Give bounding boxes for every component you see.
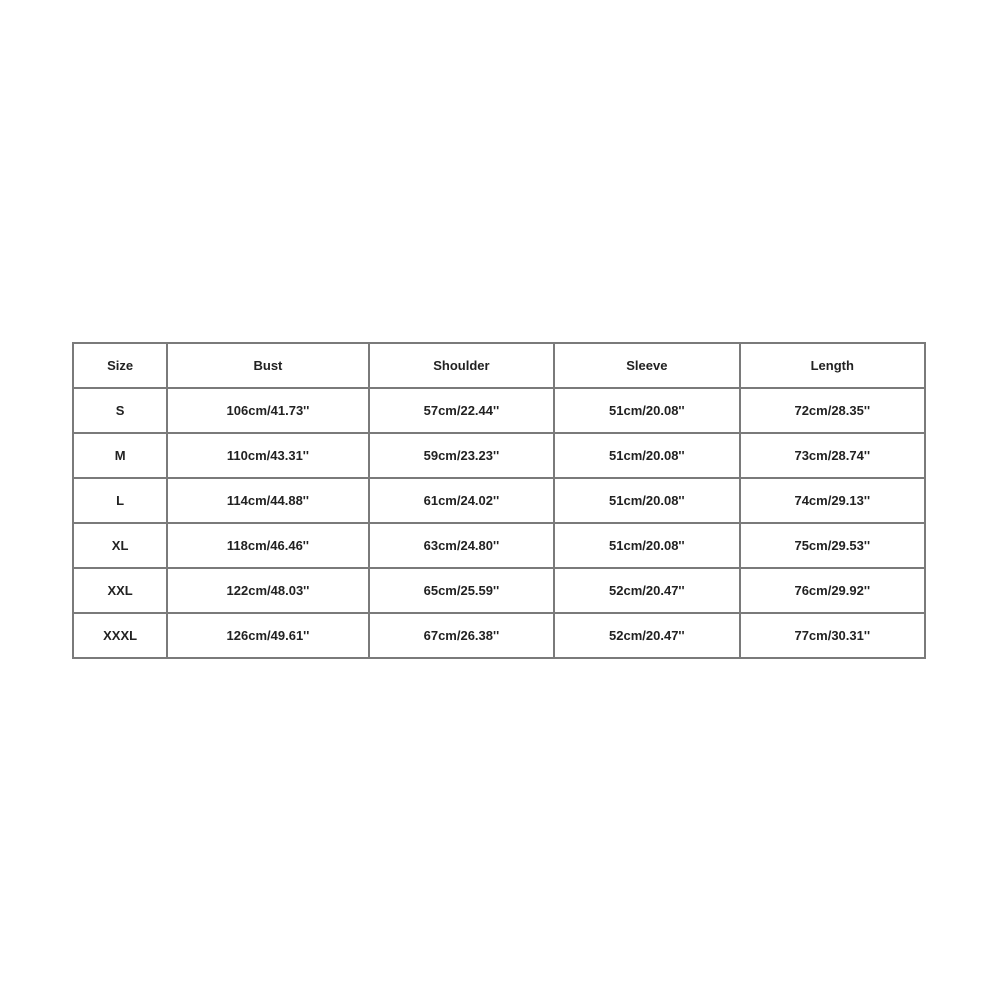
cell-length: 77cm/30.31'' [740,613,925,658]
table-row [73,433,925,478]
cell-bust: 118cm/46.46'' [167,523,368,568]
cell-bust: 106cm/41.73'' [167,388,368,433]
cell-shoulder: 65cm/25.59'' [369,568,554,613]
cell-size: M [73,433,167,478]
cell-sleeve: 51cm/20.08'' [554,523,739,568]
cell-length: 74cm/29.13'' [740,478,925,523]
cell-length: 72cm/28.35'' [740,388,925,433]
table-row [73,388,925,433]
cell-shoulder: 67cm/26.38'' [369,613,554,658]
cell-sleeve: 51cm/20.08'' [554,433,739,478]
cell-length: 75cm/29.53'' [740,523,925,568]
table-row [73,523,925,568]
table-row [73,613,925,658]
cell-bust: 114cm/44.88'' [167,478,368,523]
cell-size: XXXL [73,613,167,658]
cell-sleeve: 52cm/20.47'' [554,613,739,658]
header-size: Size [73,343,167,388]
header-length: Length [740,343,925,388]
cell-size: XXL [73,568,167,613]
header-shoulder: Shoulder [369,343,554,388]
cell-sleeve: 52cm/20.47'' [554,568,739,613]
header-sleeve: Sleeve [554,343,739,388]
cell-shoulder: 59cm/23.23'' [369,433,554,478]
cell-bust: 110cm/43.31'' [167,433,368,478]
table-row [73,478,925,523]
cell-length: 76cm/29.92'' [740,568,925,613]
header-bust: Bust [167,343,368,388]
cell-bust: 122cm/48.03'' [167,568,368,613]
cell-shoulder: 61cm/24.02'' [369,478,554,523]
cell-size: L [73,478,167,523]
table-row [73,568,925,613]
cell-length: 73cm/28.74'' [740,433,925,478]
cell-sleeve: 51cm/20.08'' [554,478,739,523]
cell-shoulder: 57cm/22.44'' [369,388,554,433]
table-header-row [73,343,925,388]
size-chart-table [72,342,926,659]
cell-sleeve: 51cm/20.08'' [554,388,739,433]
cell-bust: 126cm/49.61'' [167,613,368,658]
cell-shoulder: 63cm/24.80'' [369,523,554,568]
cell-size: XL [73,523,167,568]
cell-size: S [73,388,167,433]
